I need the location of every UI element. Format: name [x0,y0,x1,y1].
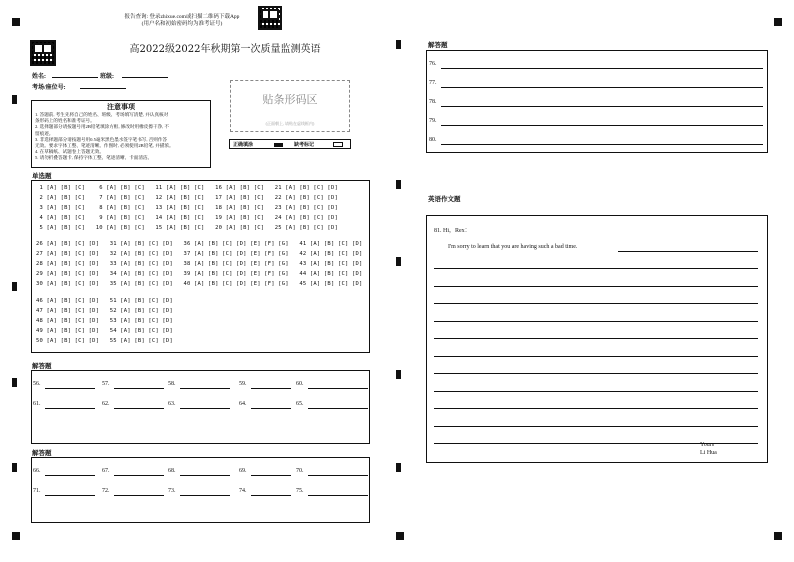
answer3-title: 解答题 [428,41,448,49]
timing-mark [12,282,17,291]
app-qr-code [258,6,282,30]
notice-item: 留痕迹。 [35,130,54,136]
exam-room-label: 考场/座位号: [32,85,66,91]
question-number: 67. [102,468,110,474]
mc-section-title: 单选题 [32,172,52,180]
question-number: 68. [168,468,176,474]
closing-yours: Yours [700,442,715,448]
corner-mark [12,532,20,540]
question-number: 77. [429,80,437,86]
writing-title: 英语作文题 [428,195,461,203]
writing-line[interactable] [434,268,758,269]
answer-line[interactable] [441,106,763,107]
writing-line[interactable] [434,426,758,427]
question-number: 59. [239,381,247,387]
writing-first-line: I'm sorry to learn that you are having such a bad time. [448,244,578,250]
answer-line[interactable] [251,388,291,389]
timing-mark [396,463,401,472]
question-number: 75. [296,488,304,494]
question-number: 78. [429,99,437,105]
question-number: 64. [239,401,247,407]
writing-line[interactable] [618,251,758,252]
question-number: 70. [296,468,304,474]
answer-line[interactable] [45,475,95,476]
answer-line[interactable] [308,388,368,389]
closing-name: Li Hua [700,450,717,456]
writing-line[interactable] [434,303,758,304]
notice-item: 3. 非选择题部分请按题号用0.5毫米黑色墨水签字笔书写, 否则作答 [35,136,168,142]
mc-answer-row[interactable]: 28 [A] [B] [C] [D] 33 [A] [B] [C] [D] 38 [A] [B] [C] [D] [E] [F] [G] 43 [A] [B] [C] [D] [36,261,363,267]
writing-line[interactable] [434,443,758,444]
class-label: 班级: [100,74,114,80]
answer-line[interactable] [45,408,95,409]
question-number: 80. [429,137,437,143]
mc-answer-row[interactable]: 48 [A] [B] [C] [D] 53 [A] [B] [C] [D] [36,318,173,324]
timing-mark [396,40,401,49]
answer-line[interactable] [114,388,164,389]
notice-item: 条形码上的姓名和准考证号。 [35,118,95,124]
timing-mark [12,463,17,472]
mc-answer-row[interactable]: 27 [A] [B] [C] [D] 32 [A] [B] [C] [D] 37 [A] [B] [C] [D] [E] [F] [G] 42 [A] [B] [C] [D] [36,251,363,257]
exam-title: 高2022级2022年秋期第一次质量监测英语 [129,44,321,55]
mc-answer-row[interactable]: 47 [A] [B] [C] [D] 52 [A] [B] [C] [D] [36,308,173,314]
corner-mark [774,18,782,26]
writing-line[interactable] [434,338,758,339]
writing-line[interactable] [434,408,758,409]
answer1-title: 解答题 [32,362,52,370]
absent-mark-box[interactable] [333,142,343,147]
question-number: 74. [239,488,247,494]
barcode-note: (正面朝上, 请贴在虚线框内) [265,121,315,126]
correct-fill-label: 正确填涂 [233,143,254,148]
notice-item: 5. 请勿折叠答题卡, 保持字体工整、笔迹清晰、卡面清洁。 [35,155,153,161]
mc-answer-row[interactable]: 50 [A] [B] [C] [D] 55 [A] [B] [C] [D] [36,338,173,344]
question-number: 66. [33,468,41,474]
mc-box [31,180,370,353]
question-number: 62. [102,401,110,407]
class-field[interactable] [122,77,168,78]
question-number: 58. [168,381,176,387]
writing-box [426,215,768,463]
answer-line[interactable] [180,495,230,496]
question-number: 61. [33,401,41,407]
answer-line[interactable] [251,495,291,496]
answer-line[interactable] [180,388,230,389]
question-number: 63. [168,401,176,407]
scan-instruction: 报告查询: 登录zhixue.com或扫描二维码下载App [124,14,240,20]
fill-legend [229,139,351,149]
question-number: 73. [168,488,176,494]
question-number: 56. [33,381,41,387]
question-number: 69. [239,468,247,474]
notice-item: 2. 选择题部分请按题号用2B铅笔填涂方框, 修改时用橡皮擦干净, 不 [35,124,169,130]
answer3-box [426,50,768,153]
timing-mark [396,370,401,379]
mc-answer-row[interactable]: 5 [A] [B] [C] 10 [A] [B] [C] 15 [A] [B] [C] 20 [A] [B] [C] 25 [A] [B] [C] [D] [36,225,338,231]
answer-line[interactable] [251,408,291,409]
notice-item: 4. 在草稿纸、试题卷上答题无效。 [35,149,104,155]
corner-mark [396,532,404,540]
correct-fill-sample [274,143,283,147]
question-number: 57. [102,381,110,387]
answer-line[interactable] [45,388,95,389]
writing-greeting: 81. Hi，Rex： [434,228,471,234]
corner-mark [774,532,782,540]
answer-line[interactable] [308,408,368,409]
notice-list [32,112,210,162]
mc-answer-row[interactable]: 30 [A] [B] [C] [D] 35 [A] [B] [C] [D] 40 [A] [B] [C] [D] [E] [F] [G] 45 [A] [B] [C] [D] [36,281,363,287]
timing-mark [396,180,401,189]
answer-line[interactable] [441,125,763,126]
question-number: 72. [102,488,110,494]
answer-line[interactable] [114,408,164,409]
student-qr-code [30,40,56,66]
answer-line[interactable] [180,475,230,476]
timing-mark [12,95,17,104]
answer-line[interactable] [308,475,368,476]
name-label: 姓名: [32,74,46,80]
question-number: 65. [296,401,304,407]
mc-answer-row[interactable]: 26 [A] [B] [C] [D] 31 [A] [B] [C] [D] 36 [A] [B] [C] [D] [E] [F] [G] 41 [A] [B] [C] [D] [36,241,363,247]
answer1-box [31,370,370,444]
notice-item: 无效。要求字体工整、笔迹清晰。作图时, 必须使用2B铅笔, 并描浓。 [35,143,174,149]
question-number: 60. [296,381,304,387]
answer-line[interactable] [441,144,763,145]
timing-mark [12,378,17,387]
answer-line[interactable] [308,495,368,496]
corner-mark [12,18,20,26]
mc-answer-row[interactable]: 49 [A] [B] [C] [D] 54 [A] [B] [C] [D] [36,328,173,334]
mc-answer-row[interactable]: 3 [A] [B] [C] 8 [A] [B] [C] 13 [A] [B] [C] 18 [A] [B] [C] 23 [A] [B] [C] [D] [36,205,338,211]
notice-title: 注意事项 [107,103,135,111]
question-number: 71. [33,488,41,494]
mc-answer-row[interactable]: 29 [A] [B] [C] [D] 34 [A] [B] [C] [D] 39 [A] [B] [C] [D] [E] [F] [G] 44 [A] [B] [C] [D] [36,271,363,277]
scan-note: (用户名和初始密码均为准考证号) [141,21,223,27]
absent-mark-label: 缺考标记 [294,143,315,148]
notice-box [31,100,211,168]
answer-line[interactable] [441,68,763,69]
mc-answer-row[interactable]: 4 [A] [B] [C] 9 [A] [B] [C] 14 [A] [B] [C] 19 [A] [B] [C] 24 [A] [B] [C] [D] [36,215,338,221]
timing-mark [396,257,401,266]
mc-answer-row[interactable]: 1 [A] [B] [C] 6 [A] [B] [C] 11 [A] [B] [C] 16 [A] [B] [C] 21 [A] [B] [C] [D] [36,185,338,191]
mc-answer-row[interactable]: 2 [A] [B] [C] 7 [A] [B] [C] 12 [A] [B] [C] 17 [A] [B] [C] 22 [A] [B] [C] [D] [36,195,338,201]
question-number: 76. [429,61,437,67]
name-field[interactable] [52,77,98,78]
question-number: 79. [429,118,437,124]
answer-line[interactable] [180,408,230,409]
writing-line[interactable] [434,373,758,374]
answer2-box [31,457,370,523]
answer-line[interactable] [251,475,291,476]
writing-line[interactable] [434,321,758,322]
exam-room-field[interactable] [80,88,126,89]
writing-line[interactable] [434,356,758,357]
answer-line[interactable] [114,475,164,476]
answer2-title: 解答题 [32,449,52,457]
answer-line[interactable] [441,87,763,88]
mc-answer-row[interactable]: 46 [A] [B] [C] [D] 51 [A] [B] [C] [D] [36,298,173,304]
notice-item: 1. 答题前, 考生先将自己的姓名、班级、考场填写清楚, 并认真核对 [35,112,169,117]
writing-line[interactable] [434,391,758,392]
answer-line[interactable] [45,495,95,496]
barcode-area [230,80,350,132]
barcode-label: 贴条形码区 [262,94,318,106]
answer-line[interactable] [114,495,164,496]
writing-line[interactable] [434,286,758,287]
